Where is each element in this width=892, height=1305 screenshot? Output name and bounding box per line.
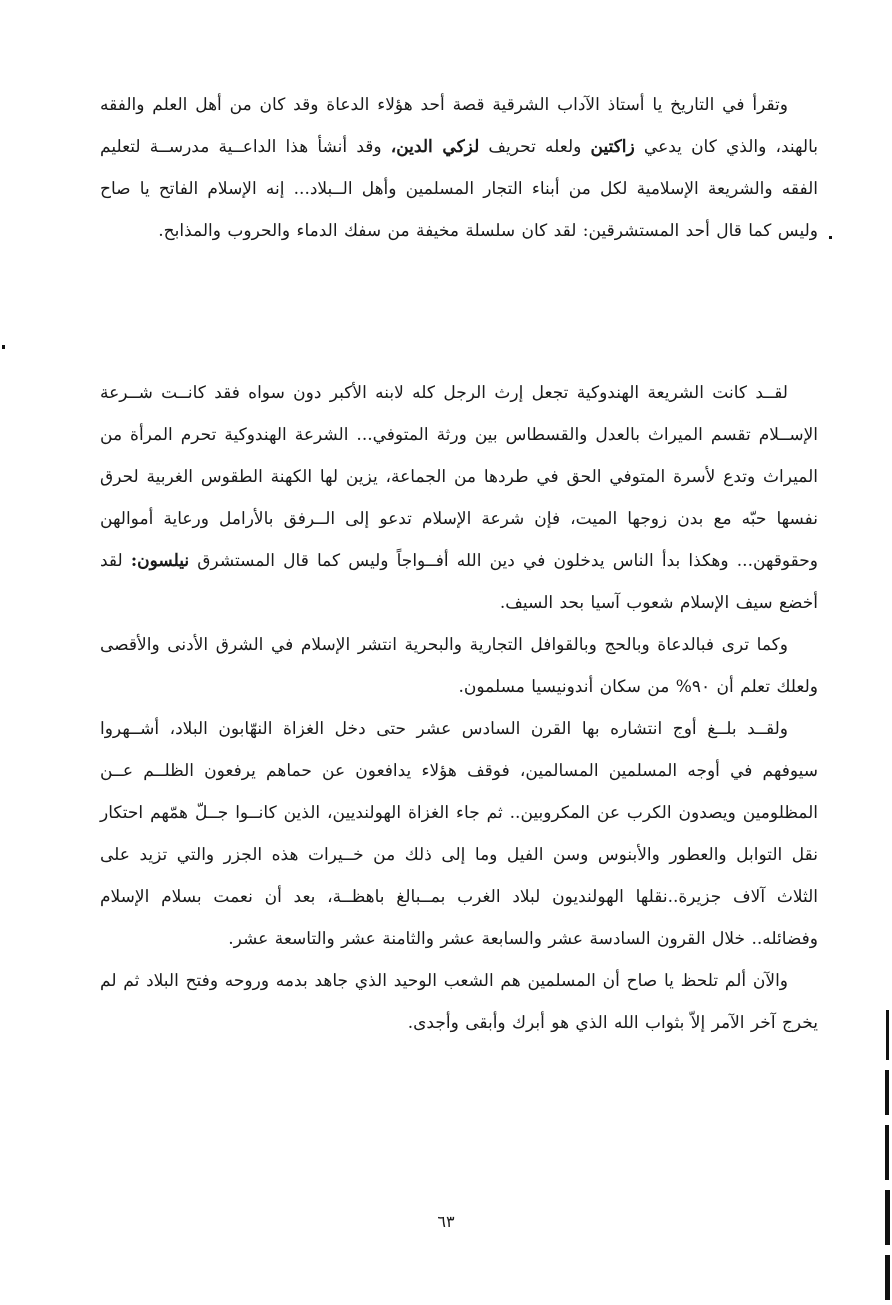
bold-name-zaki-aldin: لزكي الدين، (390, 137, 480, 157)
scan-speck (829, 236, 832, 239)
paragraph-text: ولعله تحريف (479, 137, 591, 157)
bold-name-nelson: نيلسون: (130, 551, 190, 571)
paragraph-text: وقد أنشأ هذا الداعــية مدرســة لتعليم الفقه والشريعة الإسلامية لكل من أبناء التجار المسلمين وأهل الــبلاد... إنه الإسلام الفاتح يا صاح وليس كما قال أحد المستشرقين: لقد كان سلسلة مخيفة من سفك الدماء والحروب والمذابح. (100, 137, 818, 241)
paragraph-conclusion: والآن ألم تلحظ يا صاح أن المسلمين هم الشعب الوحيد الذي جاهد بدمه وروحه وفتح البلاد ثم لم يخرج آخر الآمر إلاّ بثواب الله الذي هو أبرك وأبقى وأجدى. (100, 971, 818, 1033)
paragraph-zaktin (100, 84, 818, 252)
paragraph-inheritance (100, 372, 818, 624)
scan-edge-mark (885, 1070, 889, 1115)
paragraph-text: لقــد كانت الشريعة الهندوكية تجعل إرث الرجل كله لابنه الأكبر دون سواه فقد كانــت شــرعة الإســلام تقسم الميراث بالعدل والقسطاس بين ورثة المتوفي... الشرعة الهندوكية تحرم المرأة من الميراث وتدع لأسرة المتوفي الحق في طردها من الجماعة، يزين لها الكهنة الطقوس الغربية لحرق نفسها حبّه مع بدن زوجها الميت، فإن شرعة الإسلام تدعو إلى الــرفق بالأرامل ورعاية أموالهن وحقوقهن... وهكذا بدأ الناس يدخلون في دين الله أفــواجاً وليس كما قال المستشرق (100, 383, 818, 571)
scan-edge-mark (885, 1125, 889, 1180)
bold-name-zaktin: زاكتين (590, 137, 635, 157)
scan-edge-mark (886, 1010, 889, 1060)
scan-edge-mark (885, 1190, 890, 1245)
paragraph-text: وتقرأ في التاريخ يا أستاذ الآداب الشرقية قصة أحد هؤلاء الدعاة وقد كان من أهل العلم والفقه بالهند، والذي كان يدعي (100, 95, 818, 157)
scan-edge-mark (885, 1255, 890, 1300)
text-section-1 (100, 84, 818, 252)
paragraph-invaders: ولقــد بلــغ أوج انتشاره بها القرن السادس عشر حتى دخل الغزاة النهّابون البلاد، أشــهروا سيوفهم في أوجه المسلمين المسالمين، فوقف هؤلاء يدافعون عن حماهم يرفعون الظلــم عــن المظلومين ويصدون الكرب عن المكروبين.. ثم جاء الغزاة الهولنديين، الذين كانــوا جــلّ همّهم احتكار نقل التوابل والعطور والأبنوس وسن الفيل وما إلى ذلك من خــيرات هذه الجزر والتي تزيد على الثلاث آلاف جزيرة..نقلها الهولنديون لبلاد الغرب بمــبالغ باهظــة، بعد أن نعمت بسلام الإسلام وفضائله.. خلال القرون السادسة عشر والسابعة عشر والثامنة عشر والتاسعة عشر. (100, 719, 818, 949)
paragraph-text: لقد أخضع سيف الإسلام شعوب آسيا بحد السيف. (100, 551, 818, 613)
text-section-2 (100, 372, 818, 1044)
paragraph-spread-of-islam: وكما ترى فبالدعاة وبالحج وبالقوافل التجارية والبحرية انتشر الإسلام في الشرق الأدنى والأقصى ولعلك تعلم أن ٩٠% من سكان أندونيسيا مسلمون. (100, 635, 818, 697)
page-number: ٦٣ (437, 1212, 455, 1231)
scan-speck (2, 345, 5, 349)
